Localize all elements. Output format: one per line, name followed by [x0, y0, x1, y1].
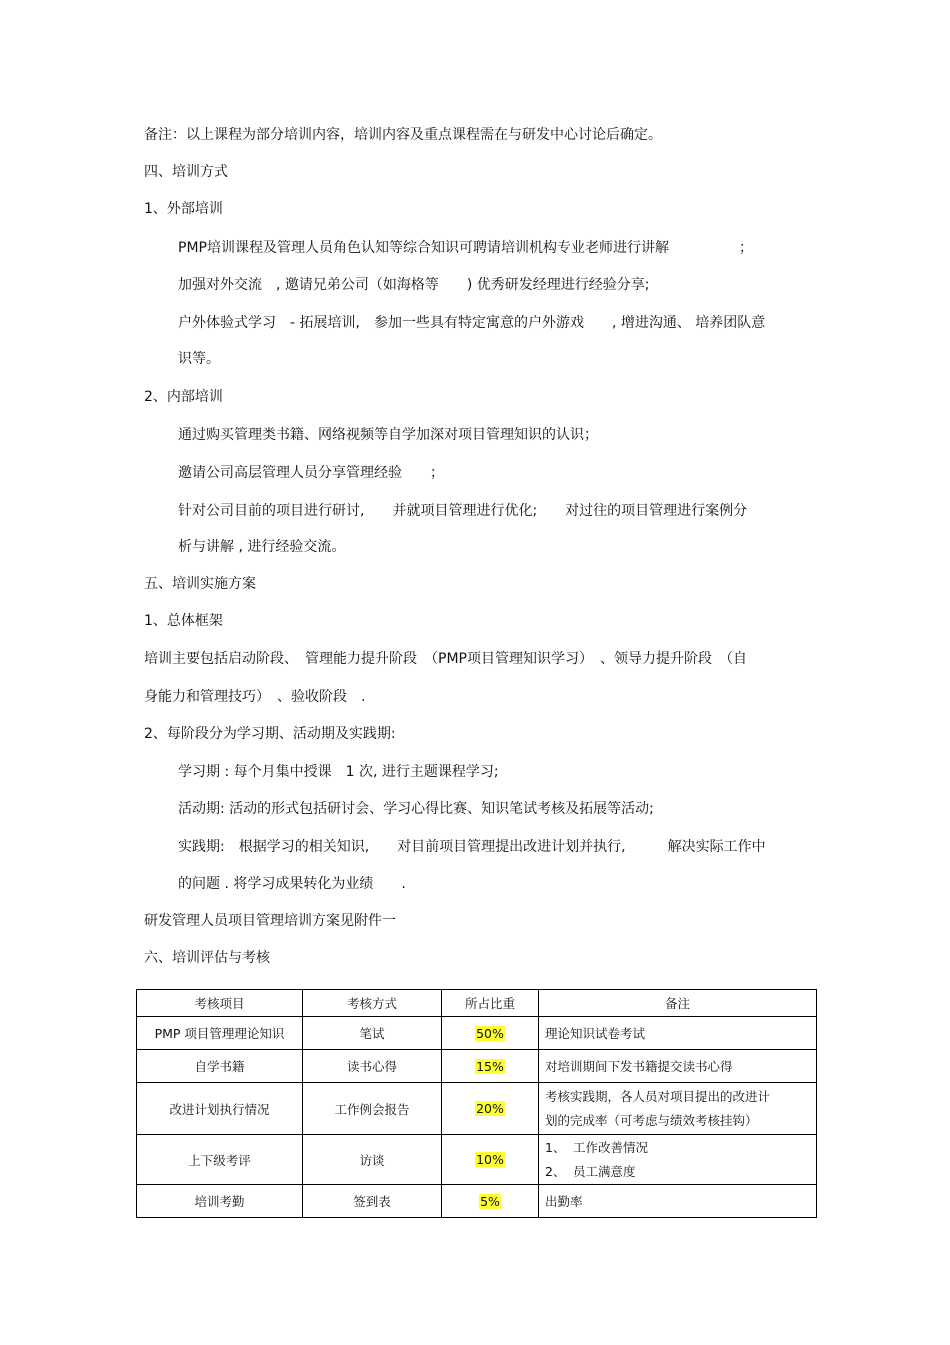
remark-number: 2、	[545, 1163, 566, 1179]
section-6-heading: 六、培训评估与考核	[144, 950, 270, 966]
cell-method: 访谈	[303, 1135, 442, 1185]
table-row	[137, 1050, 817, 1083]
weight-value: 50%	[476, 1025, 504, 1041]
cell-weight	[442, 1185, 539, 1218]
internal-item-2: 邀请公司高层管理人员分享管理经验 ；	[178, 465, 444, 481]
table-row	[137, 1135, 817, 1185]
remark-number: 1、	[545, 1139, 566, 1155]
framework-heading: 1、总体框架	[144, 613, 223, 629]
cell-method: 读书心得	[303, 1050, 442, 1083]
cell-method: 签到表	[303, 1185, 442, 1218]
internal-item-3b: 析与讲解 , 进行经验交流。	[178, 539, 346, 555]
remark-text: 工作改善情况	[573, 1139, 649, 1155]
framework-text-b: 身能力和管理技巧） 、验收阶段 .	[144, 689, 366, 705]
evaluation-table	[136, 989, 817, 1218]
cell-remark: 对培训期间下发书籍提交读书心得	[539, 1050, 817, 1083]
table-header-row	[137, 990, 817, 1017]
header-weight: 所占比重	[442, 990, 539, 1017]
cell-remark	[539, 1083, 817, 1135]
practice-period-a: 实践期: 根据学习的相关知识, 对目前项目管理提出改进计划并执行, 解决实际工作中	[178, 839, 766, 855]
external-training-heading: 1、外部培训	[144, 201, 223, 217]
weight-value: 10%	[476, 1152, 504, 1167]
cell-weight	[442, 1083, 539, 1135]
activity-period: 活动期: 活动的形式包括研讨会、学习心得比赛、知识笔试考核及拓展等活动;	[178, 801, 654, 817]
section-4-heading: 四、培训方式	[144, 164, 228, 180]
external-item-3b: 识等。	[178, 351, 220, 367]
cell-item: 培训考勤	[137, 1185, 303, 1218]
internal-item-1: 通过购买管理类书籍、网络视频等自学加深对项目管理知识的认识；	[178, 427, 598, 443]
section-5-heading: 五、培训实施方案	[144, 576, 256, 592]
cell-remark	[539, 1135, 817, 1185]
internal-item-3a: 针对公司目前的项目进行研讨, 并就项目管理进行优化; 对过往的项目管理进行案例分	[178, 503, 748, 519]
remark-text: 员工满意度	[573, 1163, 636, 1179]
remark-line	[545, 1160, 810, 1184]
cell-method: 笔试	[303, 1017, 442, 1050]
cell-item: 自学书籍	[137, 1050, 303, 1083]
cell-item: 上下级考评	[137, 1135, 303, 1185]
remark-line: 考核实践期，各人员对项目提出的改进计	[545, 1088, 771, 1104]
attachment-note: 研发管理人员项目管理培训方案见附件一	[144, 913, 396, 929]
practice-period-b: 的问题 . 将学习成果转化为业绩 .	[178, 876, 406, 892]
external-item-1: PMP培训课程及管理人员角色认知等综合知识可聘请培训机构专业老师进行讲解 ；	[178, 240, 753, 256]
header-remark: 备注	[539, 990, 817, 1017]
cell-remark: 理论知识试卷考试	[539, 1017, 817, 1050]
internal-training-heading: 2、内部培训	[144, 389, 223, 405]
remark-line	[545, 1136, 810, 1160]
cell-method: 工作例会报告	[303, 1083, 442, 1135]
cell-weight	[442, 1135, 539, 1185]
note-line: 备注：以上课程为部分培训内容，培训内容及重点课程需在与研发中心讨论后确定。	[144, 127, 662, 143]
header-method: 考核方式	[303, 990, 442, 1017]
table-row	[137, 1083, 817, 1135]
external-item-3a: 户外体验式学习 - 拓展培训, 参加一些具有特定寓意的户外游戏 , 增进沟通、 培养团队意	[178, 315, 766, 331]
external-item-2: 加强对外交流 , 邀请兄弟公司（如海格等 ) 优秀研发经理进行经验分享;	[178, 277, 650, 293]
cell-weight	[442, 1017, 539, 1050]
stage-heading: 2、每阶段分为学习期、活动期及实践期:	[144, 726, 396, 742]
remark-line: 划的完成率（可考虑与绩效考核挂钩）	[545, 1112, 758, 1128]
table-row	[137, 1185, 817, 1218]
cell-remark: 出勤率	[539, 1185, 817, 1218]
cell-item: PMP 项目管理理论知识	[137, 1017, 303, 1050]
table-row	[137, 1017, 817, 1050]
weight-value: 5%	[480, 1193, 500, 1209]
framework-text-a: 培训主要包括启动阶段、 管理能力提升阶段 （PMP项目管理知识学习） 、领导力提升阶段 （自	[144, 651, 747, 667]
weight-value: 20%	[476, 1101, 504, 1116]
cell-weight	[442, 1050, 539, 1083]
study-period: 学习期 : 每个月集中授课 1 次, 进行主题课程学习;	[178, 764, 499, 780]
header-item: 考核项目	[137, 990, 303, 1017]
cell-item: 改进计划执行情况	[137, 1083, 303, 1135]
weight-value: 15%	[476, 1058, 504, 1074]
